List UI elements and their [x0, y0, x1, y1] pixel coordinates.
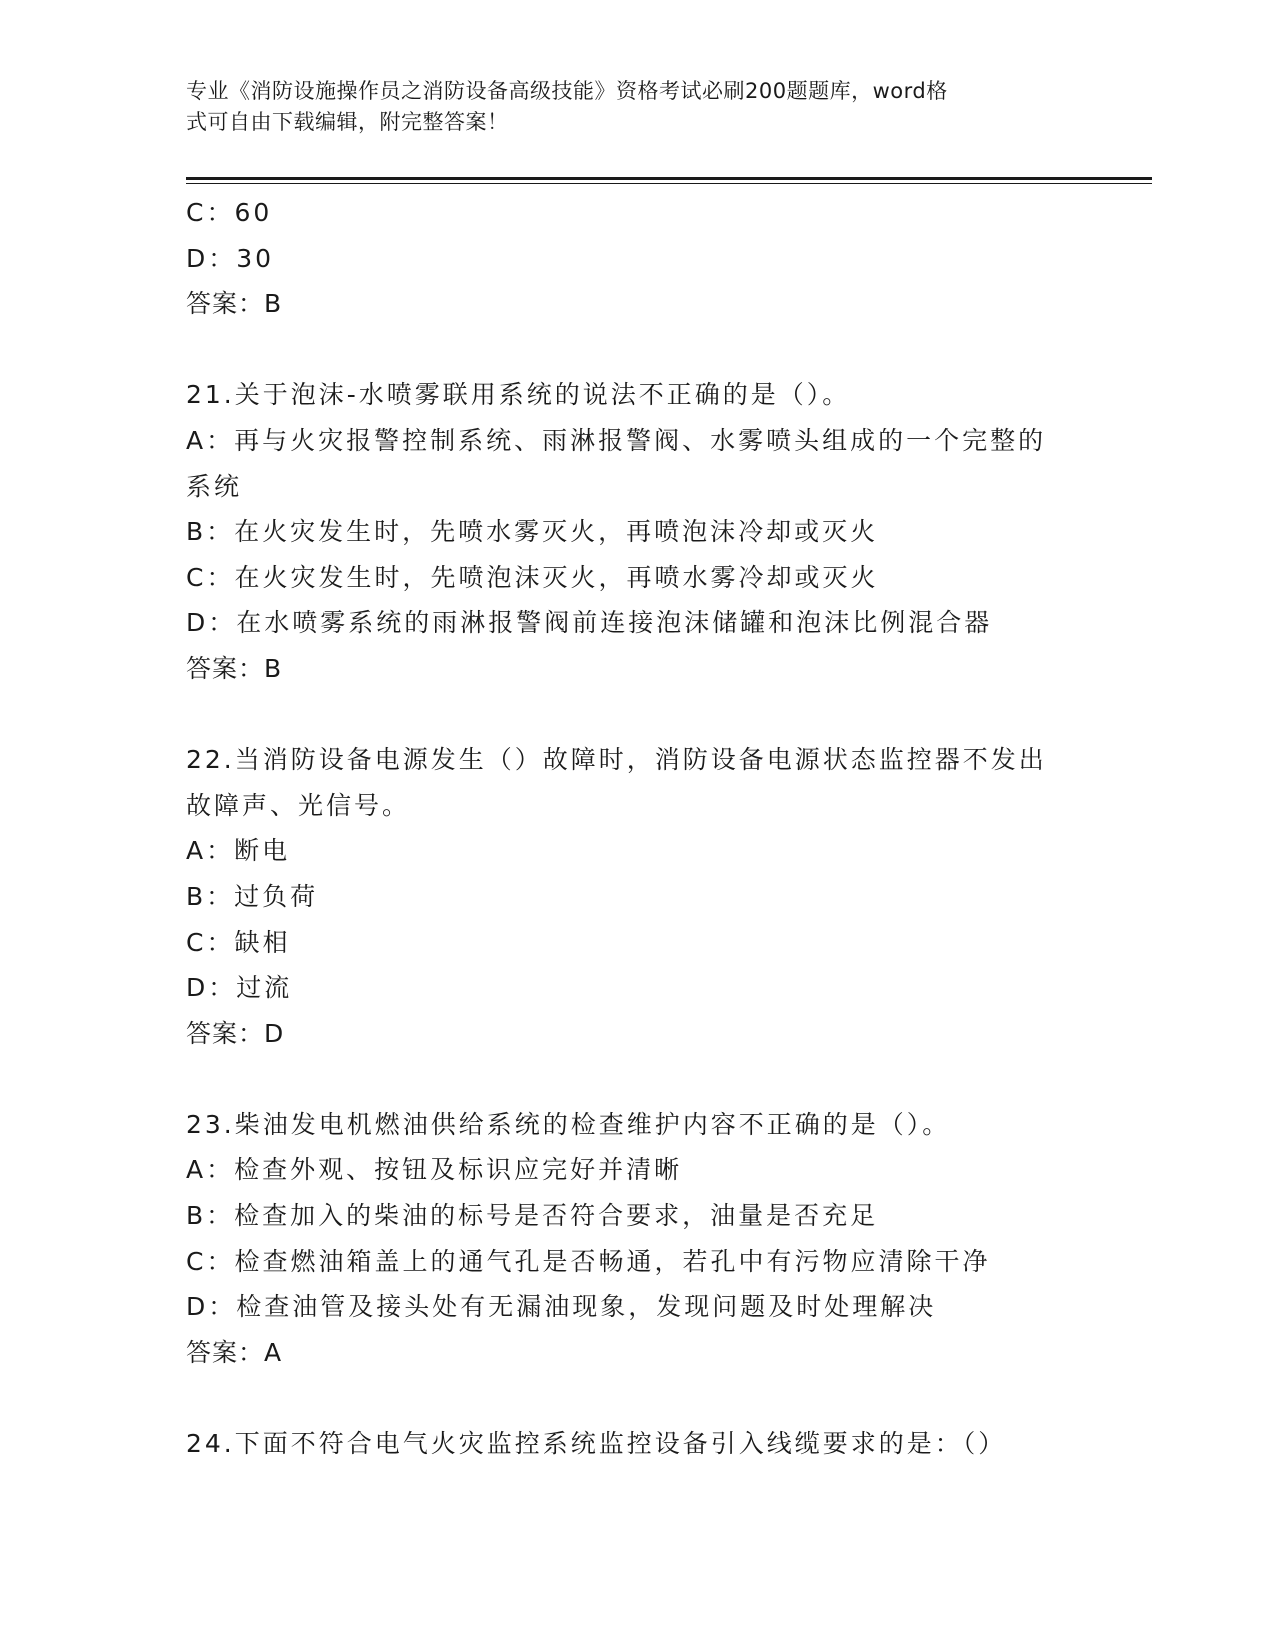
- option-c: C：在火灾发生时，先喷泡沫灭火，再喷水雾冷却或灭火: [186, 562, 879, 592]
- option-a-continued: 系统: [186, 471, 243, 501]
- question-stem: 23.柴油发电机燃油供给系统的检查维护内容不正确的是（）。: [186, 1109, 951, 1139]
- option-a: A：再与火灾报警控制系统、雨淋报警阀、水雾喷头组成的一个完整的: [186, 425, 1047, 455]
- question-stem: 24.下面不符合电气火灾监控系统监控设备引入线缆要求的是：（）: [186, 1429, 1007, 1459]
- option-a: A：检查外观、按钮及标识应完好并清晰: [186, 1155, 683, 1185]
- header-divider-thick: [186, 177, 1152, 180]
- question-21: [186, 372, 1086, 691]
- option-b: B：过负荷: [186, 881, 319, 911]
- header-divider-thin: [186, 183, 1152, 184]
- previous-question-tail: [186, 190, 1086, 327]
- option-b: B：在火灾发生时，先喷水雾灭火，再喷泡沫冷却或灭火: [186, 517, 879, 547]
- question-stem: 21.关于泡沫-水喷雾联用系统的说法不正确的是（）。: [186, 380, 851, 410]
- header-line-1: 专业《消防设施操作员之消防设备高级技能》资格考试必刷200题题库，word格: [186, 79, 948, 103]
- answer-line: 答案：B: [186, 653, 283, 683]
- question-22: [186, 737, 1086, 1056]
- header-line-2: 式可自由下载编辑，附完整答案！: [186, 110, 509, 134]
- option-c: C：检查燃油箱盖上的通气孔是否畅通，若孔中有污物应清除干净: [186, 1246, 991, 1276]
- question-23: [186, 1102, 1086, 1376]
- option-d: D：在水喷雾系统的雨淋报警阀前连接泡沫储罐和泡沫比例混合器: [186, 608, 993, 638]
- question-24: [186, 1421, 1086, 1467]
- question-stem: 22.当消防设备电源发生（）故障时，消防设备电源状态监控器不发出: [186, 745, 1047, 775]
- answer-line: 答案：A: [186, 1337, 283, 1367]
- option-d: D：30: [186, 243, 275, 273]
- option-a: A：断电: [186, 836, 291, 866]
- option-c: C：缺相: [186, 927, 291, 957]
- document-body: [186, 190, 1086, 1467]
- option-b: B：检查加入的柴油的标号是否符合要求，油量是否充足: [186, 1201, 879, 1231]
- option-c: C：60: [186, 198, 273, 227]
- option-d: D：检查油管及接头处有无漏油现象，发现问题及时处理解决: [186, 1292, 937, 1322]
- question-stem-continued: 故障声、光信号。: [186, 790, 411, 820]
- document-header: [186, 76, 1066, 138]
- option-d: D：过流: [186, 973, 293, 1003]
- answer-line: 答案：D: [186, 1018, 285, 1048]
- answer-line: 答案：B: [186, 289, 283, 319]
